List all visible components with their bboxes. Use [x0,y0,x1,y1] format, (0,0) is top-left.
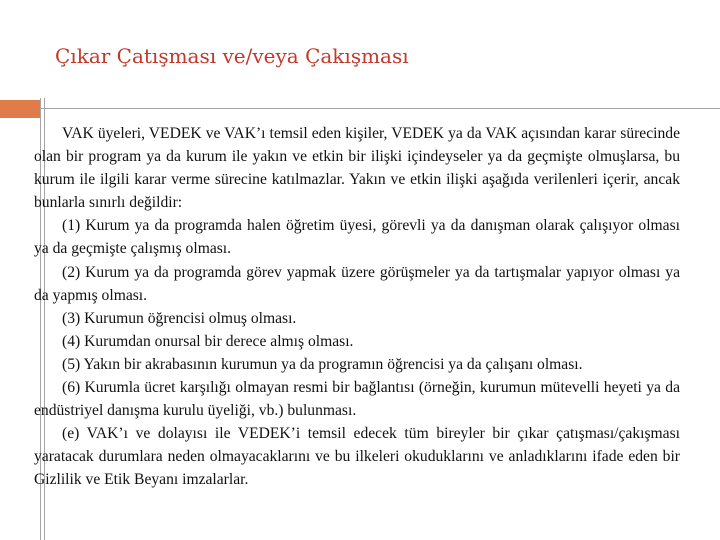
item-6: (6) Kurumla ücret karşılığı olmayan resmi bir bağlantısı (örneğin, kurumun mütevelli heyeti ya da endüstriyel danışma kurulu üyeliği, vb.) bulunması. [34,379,680,420]
slide-title: Çıkar Çatışması ve/veya Çakışması [55,44,409,68]
item-1: (1) Kurum ya da programda halen öğretim üyesi, görevli ya da danışman olarak çalışıyor olması ya da geçmişte çalışmış olması. [34,217,680,258]
item-3: (3) Kurumun öğrencisi olmuş olması. [62,309,297,327]
item-5: (5) Yakın bir akrabasının kurumun ya da programın öğrencisi ya da çalışanı olması. [62,355,583,373]
intro-paragraph: VAK üyeleri, VEDEK ve VAK’ı temsil eden kişiler, VEDEK ya da VAK açısından karar sürecinde olan bir program ya da kurum ile yakın ve etkin bir ilişki içindeyseler ya da geçmişte olmuşlarsa, bu kurum ile ilgili karar verme sürecine katılmazlar. Yakın ve etkin ilişki aşağıda verilenleri içerir, ancak bunlarla sınırlı değildir: [34,125,680,212]
body-text [34,122,680,492]
accent-block [0,100,40,118]
item-e: (e) VAK’ı ve dolayısı ile VEDEK’i temsil edecek tüm bireyler bir çıkar çatışması/çakışması yaratacak durumlara neden olmayacaklarını ve bu ilkeleri okuduklarını ve anladıklarını ifade eden bir Gizlilik ve Etik Beyanı imzalarlar. [34,425,680,489]
item-2: (2) Kurum ya da programda görev yapmak üzere görüşmeler ya da tartışmalar yapıyor olması ya da yapmış olması. [34,263,680,304]
item-4: (4) Kurumdan onursal bir derece almış olması. [62,332,354,350]
horizontal-divider [40,108,720,109]
